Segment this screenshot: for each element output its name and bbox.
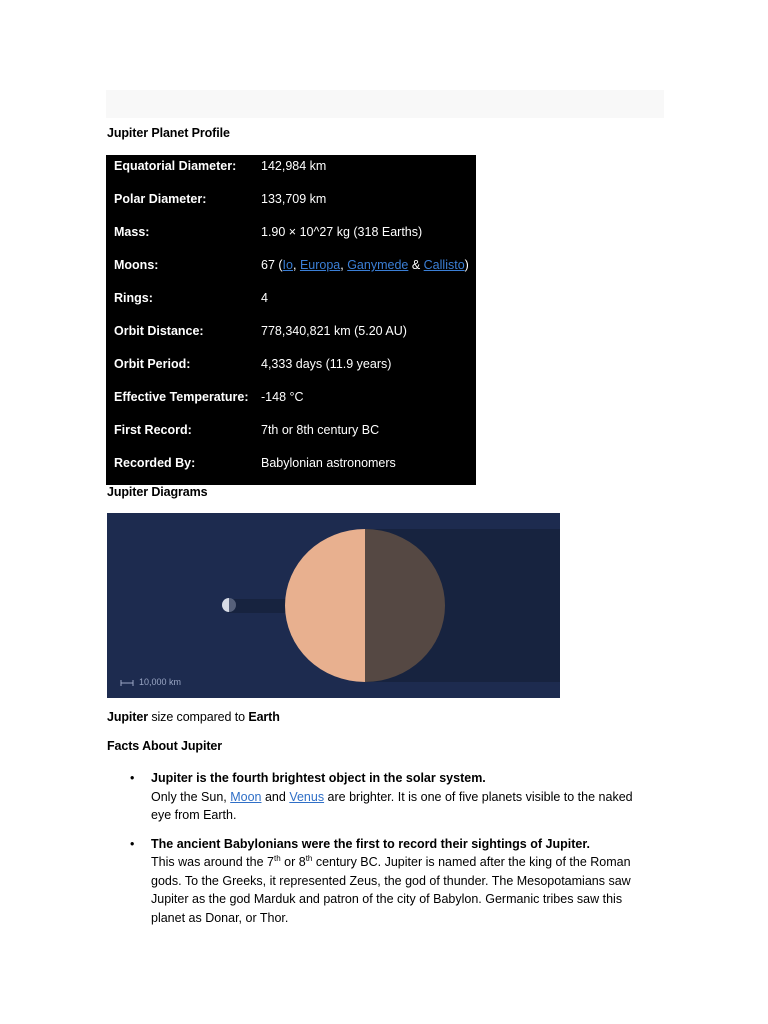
moons-value xyxy=(261,258,469,272)
superscript: th xyxy=(305,853,313,863)
row-value: 778,340,821 km (5.20 AU) xyxy=(261,324,407,338)
row-label: Effective Temperature: xyxy=(114,390,249,404)
jupiter-icon xyxy=(285,529,445,682)
table-row xyxy=(106,287,476,320)
fact-text: and xyxy=(261,789,290,804)
table-row xyxy=(106,353,476,386)
moon-link[interactable]: Moon xyxy=(230,789,262,804)
table-row xyxy=(106,419,476,452)
row-label: Orbit Period: xyxy=(114,357,191,371)
europa-link[interactable]: Europa xyxy=(299,258,341,272)
fact-text: This was around the 7 xyxy=(151,855,274,869)
comparison-caption xyxy=(107,710,280,724)
diagram-svg xyxy=(107,513,560,698)
table-row xyxy=(106,155,476,188)
row-label: Moons: xyxy=(114,258,159,272)
bullet: • xyxy=(130,836,135,851)
row-value: 4 xyxy=(261,291,268,305)
table-row xyxy=(106,320,476,353)
moons-separator: & xyxy=(408,258,424,272)
caption-earth: Earth xyxy=(248,710,280,724)
list-item xyxy=(130,835,650,928)
table-row xyxy=(106,452,476,485)
row-value: -148 °C xyxy=(261,390,304,404)
fact-body xyxy=(151,853,650,927)
earth-icon xyxy=(222,598,236,612)
fact-text: Only the Sun, xyxy=(151,789,231,804)
facts-list xyxy=(130,769,650,937)
caption-jupiter: Jupiter xyxy=(107,710,148,724)
fact-body xyxy=(151,788,650,825)
fact-text: or 8 xyxy=(280,855,306,869)
size-comparison-diagram xyxy=(107,513,560,698)
row-value: 1.90 × 10^27 kg (318 Earths) xyxy=(261,225,423,239)
row-label: Orbit Distance: xyxy=(114,324,204,338)
io-link[interactable]: Io xyxy=(282,258,293,272)
table-row xyxy=(106,254,476,287)
row-label: Polar Diameter: xyxy=(114,192,207,206)
ganymede-link[interactable]: Ganymede xyxy=(347,258,409,272)
row-label: Rings: xyxy=(114,291,153,305)
row-label: First Record: xyxy=(114,423,192,437)
callisto-link[interactable]: Callisto xyxy=(423,258,465,272)
fact-text: are brighter. It is one of five planets visible to the naked eye from Earth. xyxy=(151,789,633,822)
moons-prefix: 67 ( xyxy=(261,258,283,272)
fact-text: century BC. Jupiter is named after the king of the Roman gods. To the Greeks, it represented Zeus, the god of thunder. The Mesopotamians saw Jupiter as the god Marduk and patron of the city of Babylon. Germanic tribes saw this planet as Donar, or Thor. xyxy=(151,855,631,925)
caption-middle: size compared to xyxy=(147,710,249,724)
row-label: Equatorial Diameter: xyxy=(114,159,237,173)
row-value: 7th or 8th century BC xyxy=(261,423,380,437)
bullet: • xyxy=(130,771,135,785)
profile-heading: Jupiter Planet Profile xyxy=(107,126,230,140)
fact-title: The ancient Babylonians were the first to record their sightings of Jupiter. xyxy=(151,836,590,851)
row-value: 142,984 km xyxy=(261,159,327,173)
profile-table xyxy=(106,155,476,485)
row-value: Babylonian astronomers xyxy=(261,456,396,470)
moons-suffix: ) xyxy=(464,258,469,272)
moons-separator: , xyxy=(340,258,348,272)
superscript: th xyxy=(274,853,281,863)
row-label: Mass: xyxy=(114,225,150,239)
row-label: Recorded By: xyxy=(114,456,196,470)
fact-title: Jupiter is the fourth brightest object in the solar system. xyxy=(151,771,486,785)
table-row xyxy=(106,386,476,419)
table-row xyxy=(106,221,476,254)
venus-link[interactable]: Venus xyxy=(289,789,325,804)
table-row xyxy=(106,188,476,221)
scale-label: 10,000 km xyxy=(139,677,182,687)
top-banner xyxy=(106,90,664,118)
moons-separator: , xyxy=(292,258,300,272)
facts-heading: Facts About Jupiter xyxy=(107,739,223,753)
list-item xyxy=(130,769,650,825)
row-value: 4,333 days (11.9 years) xyxy=(261,357,392,371)
diagrams-heading: Jupiter Diagrams xyxy=(107,485,208,499)
row-value: 133,709 km xyxy=(261,192,327,206)
